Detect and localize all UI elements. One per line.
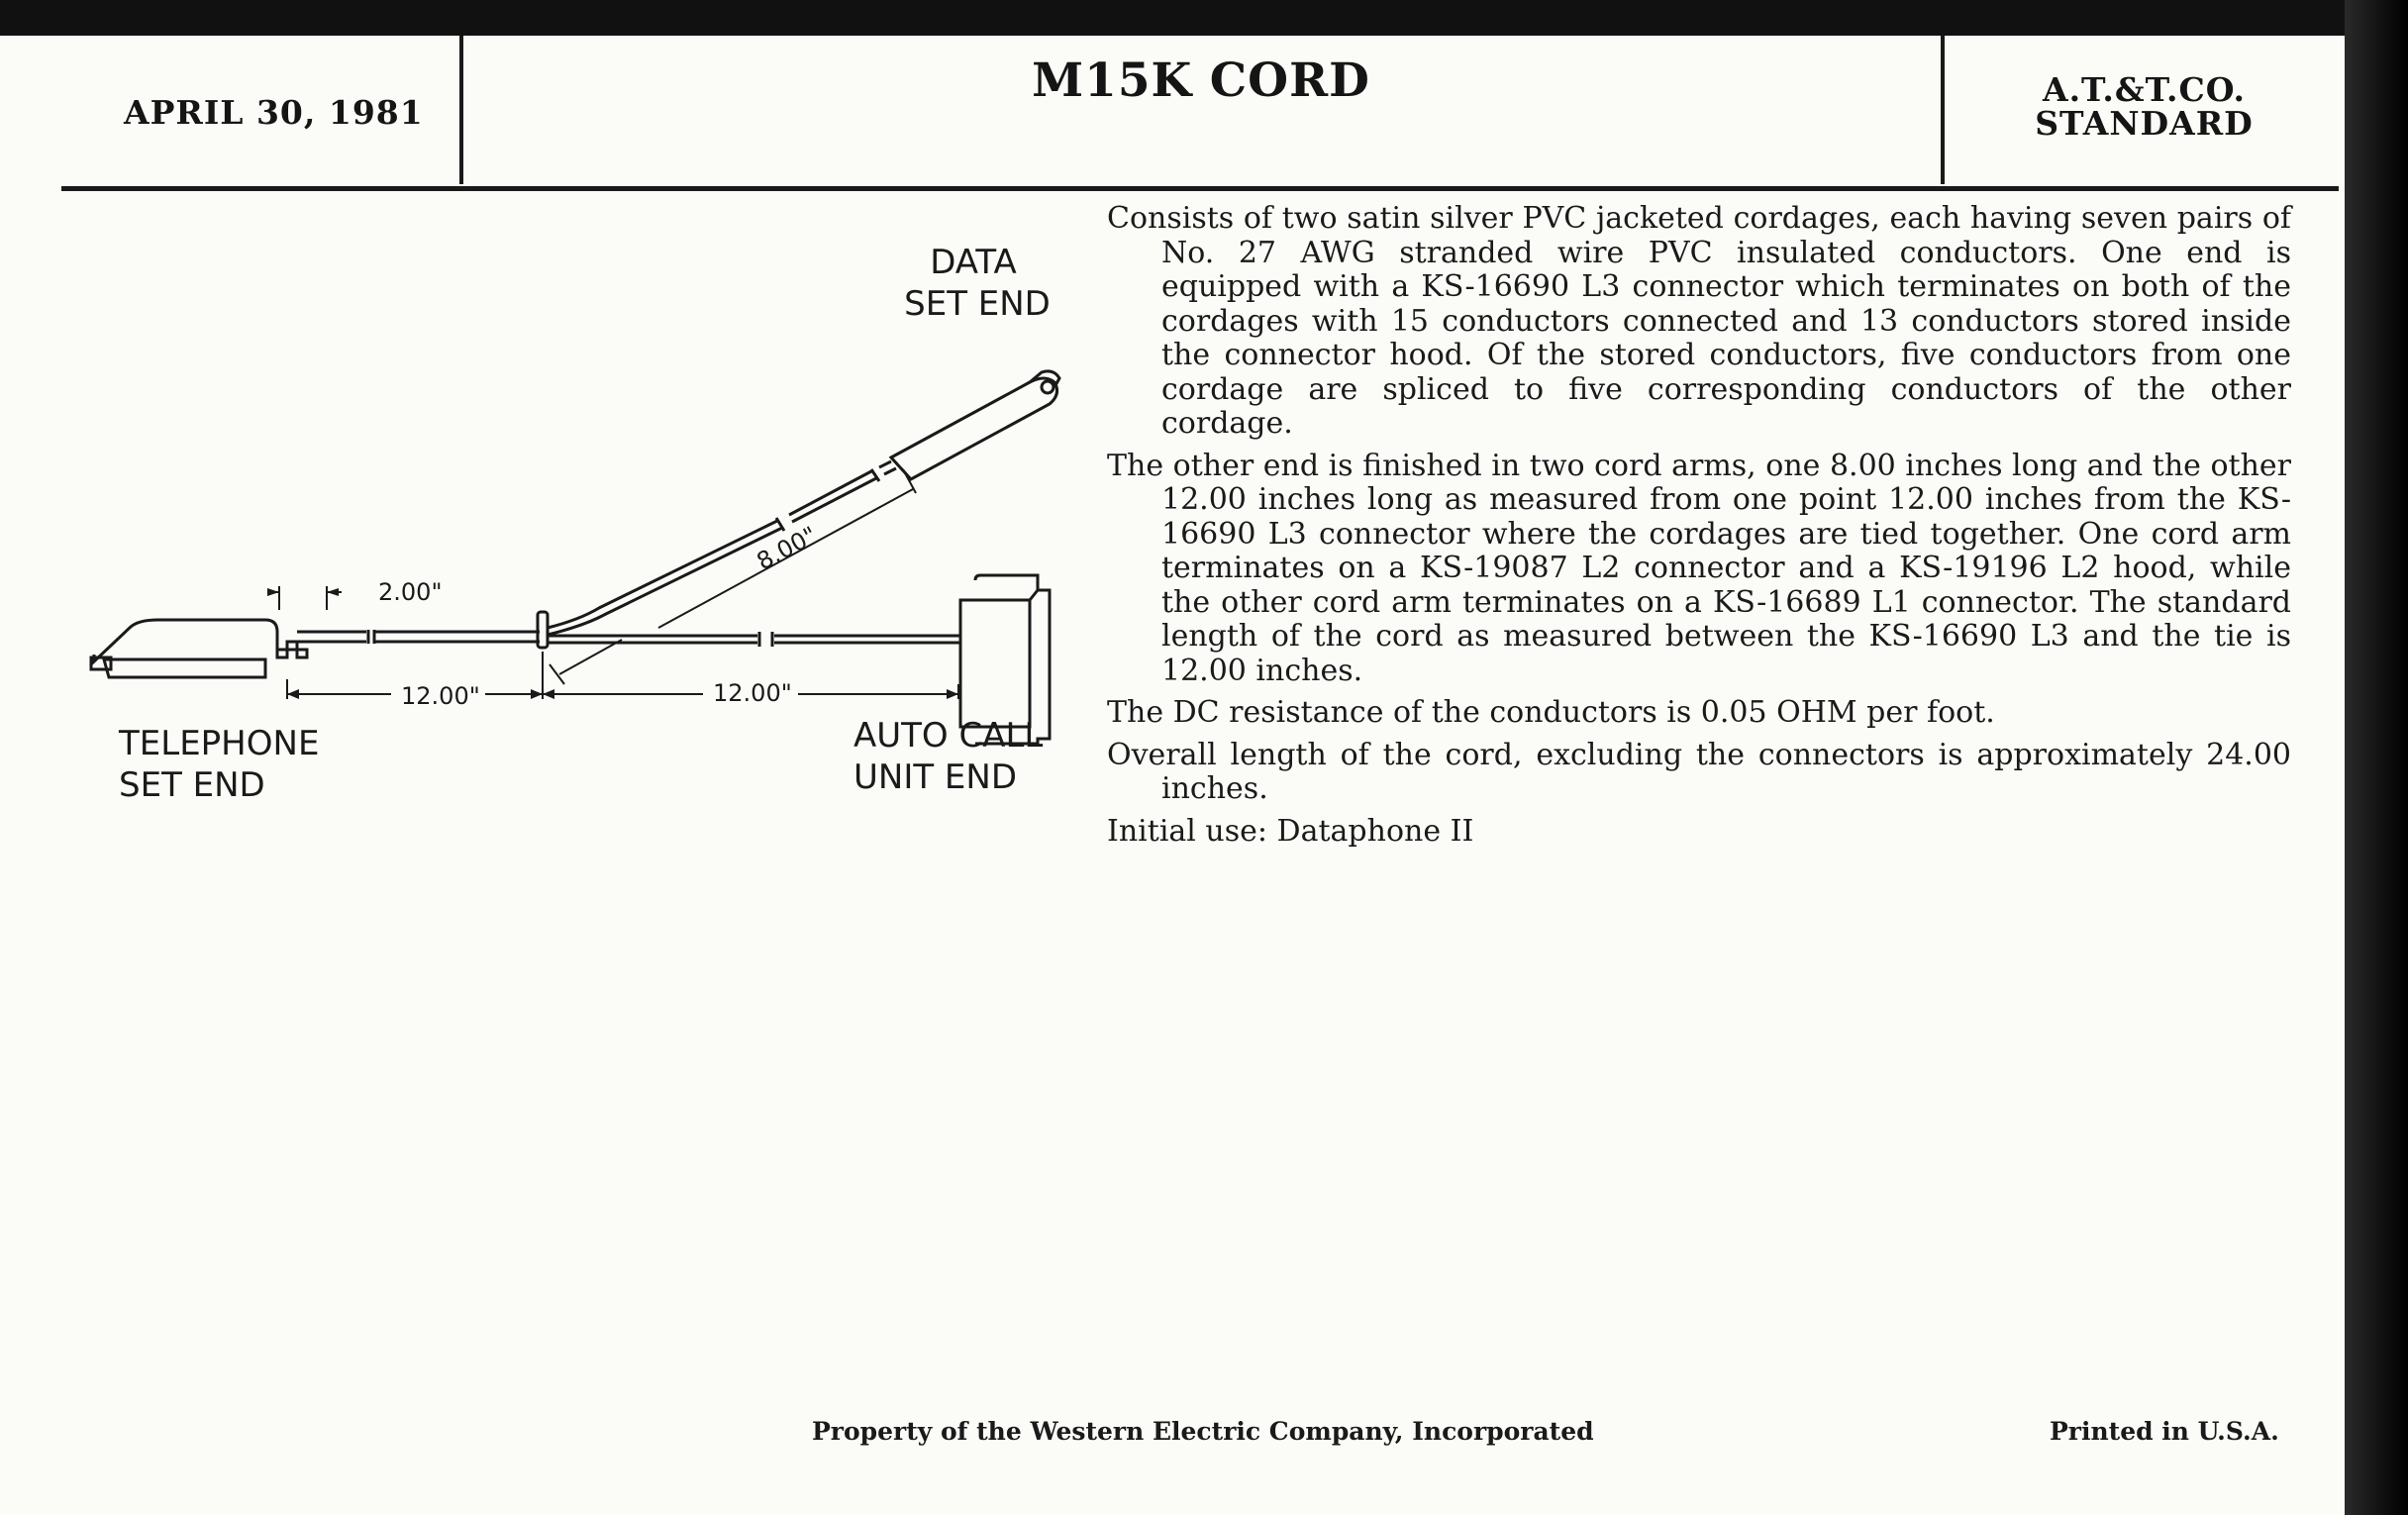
telephone-set-end-label-2: SET END <box>119 765 265 805</box>
description-paragraph-1: Consists of two satin silver PVC jacketed cordages, each having seven pairs of No. 27 AWG stranded wire PVC insulated conductors. One end is equipped with a KS-16690 L3 connector which terminates on both of the cordages with 15 conductors connected and 13 conductors stored inside the connector hood. Of the stored conductors, five conductors from one cordage are spliced to five corresponding conductors of the other cordage. <box>1107 201 2291 441</box>
auto-call-unit-end-label-2: UNIT END <box>853 758 1018 797</box>
description-paragraph-3: The DC resistance of the conductors is 0.05 OHM per foot. <box>1107 695 1995 730</box>
data-set-end-label-2: SET END <box>904 284 1051 324</box>
dimension-2-00: 2.00" <box>378 578 443 606</box>
description-paragraph-2: The other end is finished in two cord arms, one 8.00 inches long and the other 12.00 inches long as measured from one point 12.00 inches from the KS-16690 L3 connector where the cordages are tied together. One cord arm terminates on a KS-19087 L2 connector and a KS-19196 L2 hood, while the other cord arm terminates on a KS-16689 L1 connector. The standard length of the cord as measured between the KS-16690 L3 and the tie is 12.00 inches. <box>1107 448 2291 688</box>
auto-call-unit-end-label-1: AUTO CALL <box>853 716 1044 756</box>
description-paragraph-4: Overall length of the cord, excluding the connectors is approximately 24.00 inches. <box>1107 737 2291 806</box>
data-set-connector-icon <box>891 371 1059 479</box>
tie-icon <box>538 612 548 648</box>
description <box>1107 202 2291 857</box>
dimension-12-00-right: 12.00" <box>713 679 792 707</box>
standard-label <box>1944 70 2345 143</box>
telephone-set-end-label-1: TELEPHONE <box>119 724 320 763</box>
data-set-end-label-1: DATA <box>930 243 1017 282</box>
printed-notice: Printed in U.S.A. <box>2050 1417 2279 1446</box>
telephone-connector-icon <box>91 620 307 677</box>
standard-line-1: A.T.&T.CO. <box>2042 70 2247 109</box>
specification-card <box>0 36 2345 1515</box>
issue-date: APRIL 30, 1981 <box>124 93 424 132</box>
standard-line-2: STANDARD <box>2035 104 2254 143</box>
property-notice: Property of the Western Electric Company, Incorporated <box>812 1417 1594 1446</box>
description-paragraph-5: Initial use: Dataphone II <box>1107 813 1474 849</box>
cord-diagram <box>0 184 1099 877</box>
dimension-8-00: 8.00" <box>752 521 822 576</box>
page-title: M15K CORD <box>1032 53 1370 108</box>
dimension-12-00-left: 12.00" <box>401 682 480 710</box>
